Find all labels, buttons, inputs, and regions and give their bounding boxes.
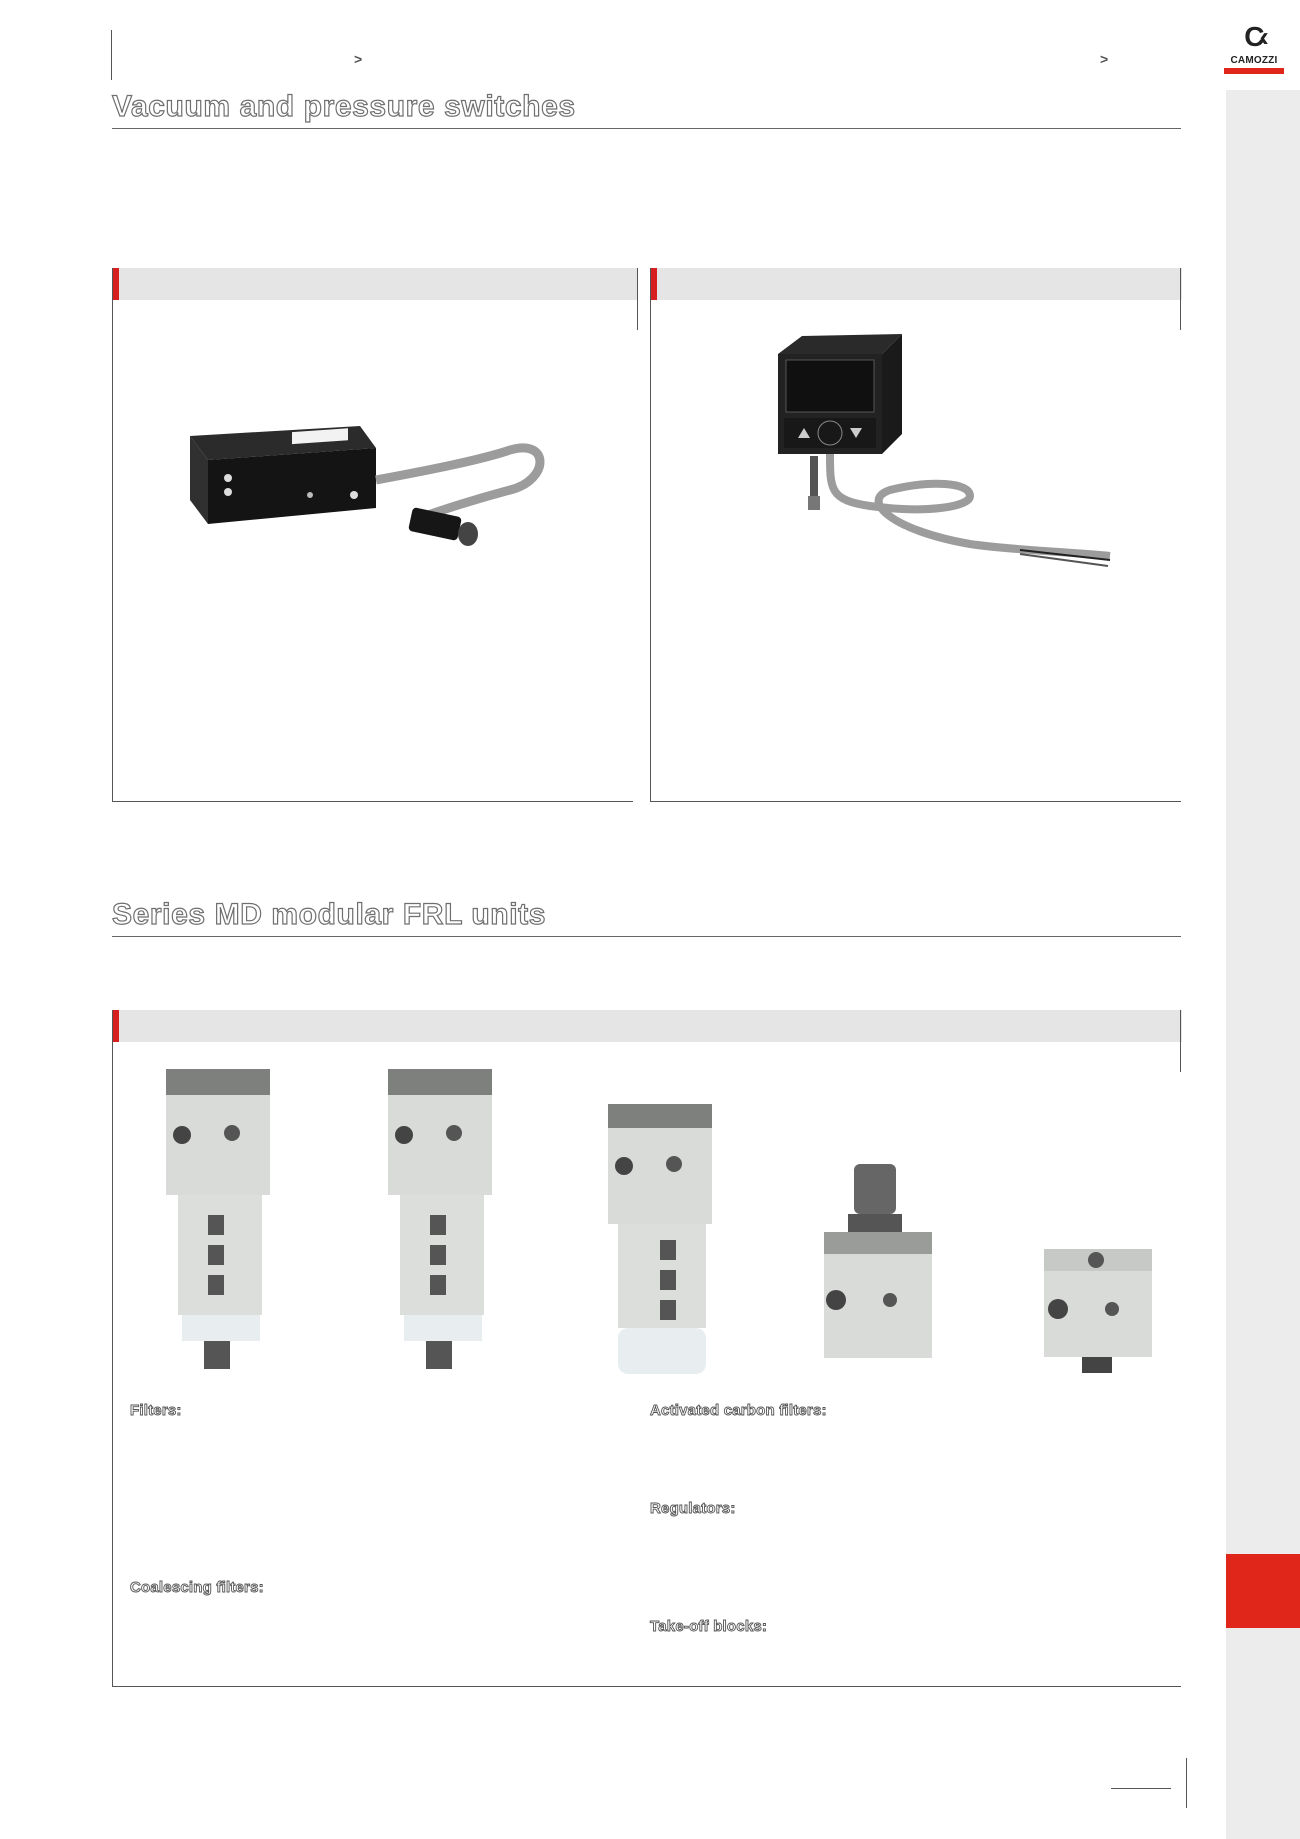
breadcrumb-divider: [111, 30, 112, 80]
label-coalescing-filters: Coalescing filters:: [130, 1579, 264, 1596]
sidebar-section-tab[interactable]: [1226, 1554, 1300, 1628]
card-accent: [113, 268, 119, 300]
pressure-switch-image: [770, 330, 1130, 580]
page-number-rule: [1111, 1788, 1171, 1789]
logo-mark: C‹: [1244, 21, 1264, 52]
card-header: [113, 268, 638, 300]
filter-unit-image: [160, 1065, 280, 1375]
coalescing-filter-image: [382, 1065, 502, 1375]
label-regulators: Regulators:: [650, 1500, 736, 1517]
card-divider: [1180, 268, 1181, 330]
page-divider: [1186, 1758, 1187, 1808]
label-activated-carbon-filters: Activated carbon filters:: [650, 1402, 827, 1419]
breadcrumb-separator: >: [1100, 51, 1109, 67]
card-accent: [651, 268, 657, 300]
activated-carbon-filter-image: [604, 1100, 724, 1380]
take-off-block-image: [1040, 1245, 1160, 1380]
logo-red-bar: [1224, 68, 1284, 74]
camozzi-logo: [1224, 21, 1284, 76]
card-accent: [113, 1010, 119, 1042]
label-take-off-blocks: Take-off blocks:: [650, 1618, 768, 1635]
section-rule: [112, 936, 1181, 937]
vacuum-switch-image: [180, 420, 560, 560]
section-title-frl: Series MD modular FRL units: [112, 898, 547, 931]
breadcrumb-separator: >: [354, 51, 363, 67]
card-divider: [1180, 1010, 1181, 1072]
section-title-switches: Vacuum and pressure switches: [112, 90, 576, 123]
regulator-image: [820, 1160, 940, 1380]
card-header: [113, 1010, 1182, 1042]
card-header: [651, 268, 1182, 300]
logo-wordmark: CAMOZZI: [1230, 55, 1278, 66]
label-filters: Filters:: [130, 1402, 182, 1419]
section-rule: [112, 128, 1181, 129]
card-divider: [637, 268, 638, 330]
